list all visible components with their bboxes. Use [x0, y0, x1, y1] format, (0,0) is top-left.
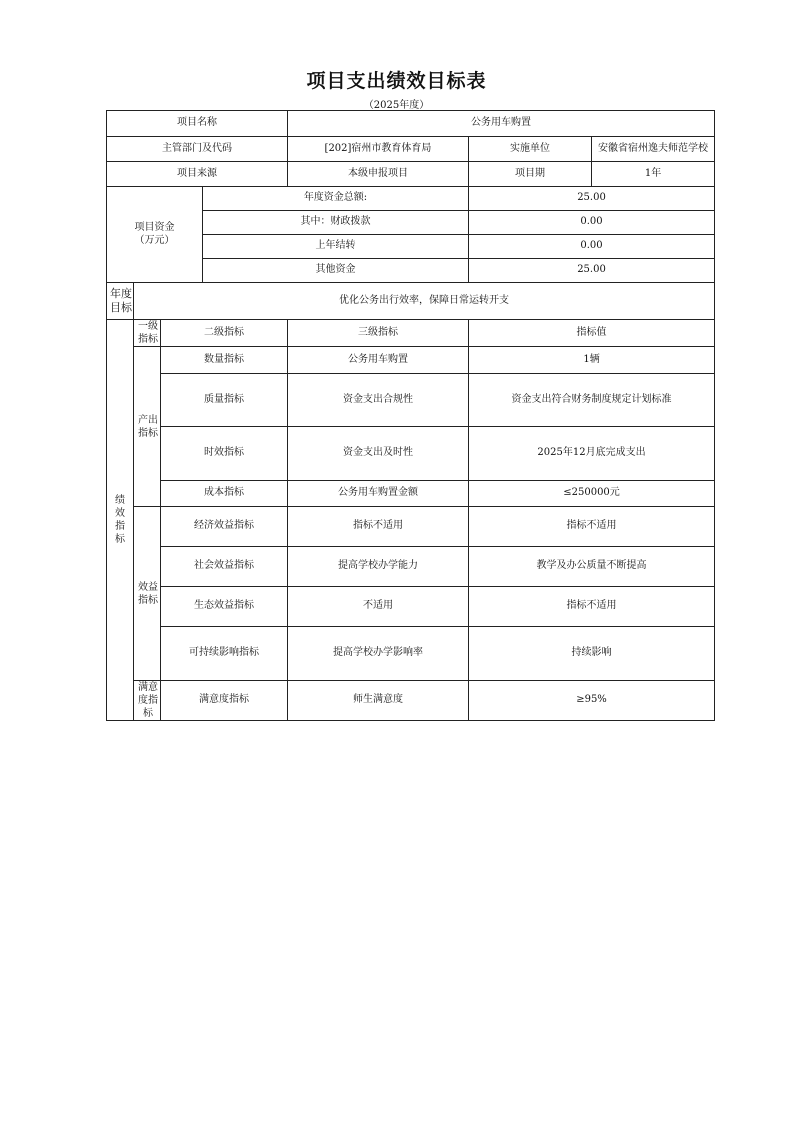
table-row: [107, 587, 715, 627]
source-value: 本级申报项目: [288, 162, 469, 187]
dept-label: 主管部门及代码: [107, 137, 288, 162]
table-row: [107, 427, 715, 481]
header-level3: 三级指标: [288, 320, 469, 347]
level3-cell: 师生满意度: [288, 681, 469, 721]
level3-cell: 公务用车购置: [288, 347, 469, 374]
funds-label-line2: （万元）: [134, 234, 175, 246]
funds-other-label: 其他资金: [203, 259, 469, 283]
source-label: 项目来源: [107, 162, 288, 187]
level3-cell: 资金支出及时性: [288, 427, 469, 481]
table-row: [107, 137, 715, 162]
level2-cell: 满意度指标: [161, 681, 288, 721]
performance-table: [106, 110, 715, 721]
indicator-value-cell: 1辆: [469, 347, 715, 374]
indicator-value-cell: 指标不适用: [469, 507, 715, 547]
unit-value: 安徽省宿州逸夫师范学校: [592, 137, 715, 162]
period-label: 项目期: [469, 162, 592, 187]
group-satisfaction-label: 满意度指标: [134, 681, 161, 721]
group-benefit-label: 效益指标: [134, 507, 161, 681]
funds-carryover-label: 上年结转: [203, 235, 469, 259]
level2-cell: 质量指标: [161, 374, 288, 427]
level3-cell: 不适用: [288, 587, 469, 627]
indicator-value-cell: 2025年12月底完成支出: [469, 427, 715, 481]
level2-cell: 社会效益指标: [161, 547, 288, 587]
funds-carryover-value: 0.00: [469, 235, 715, 259]
level3-cell: 公务用车购置金额: [288, 481, 469, 507]
funds-fiscal-label: 其中：财政拨款: [203, 211, 469, 235]
year-subtitle: （2025年度）: [363, 100, 430, 111]
level2-cell: 成本指标: [161, 481, 288, 507]
table-row: [107, 374, 715, 427]
table-row: [107, 320, 715, 347]
table-row: [107, 111, 715, 137]
table-row: [107, 187, 715, 211]
level3-cell: 提高学校办学影响率: [288, 627, 469, 681]
funds-total-label: 年度资金总额:: [203, 187, 469, 211]
indicator-value-cell: 持续影响: [469, 627, 715, 681]
funds-label-line1: 项目资金: [134, 222, 175, 233]
table-row: [107, 283, 715, 320]
group-output-label: 产出指标: [134, 347, 161, 507]
table-row: [107, 681, 715, 721]
table-row: [107, 481, 715, 507]
dept-value: [202]宿州市教育体育局: [288, 137, 469, 162]
level2-cell: 数量指标: [161, 347, 288, 374]
page-title: 项目支出绩效目标表: [306, 70, 487, 92]
table-row: [107, 162, 715, 187]
funds-label: [107, 187, 203, 283]
header-level1: 一级指标: [134, 320, 161, 347]
level2-cell: 经济效益指标: [161, 507, 288, 547]
funds-other-value: 25.00: [469, 259, 715, 283]
unit-label: 实施单位: [469, 137, 592, 162]
period-value: 1年: [592, 162, 715, 187]
indicator-value-cell: ≥95%: [469, 681, 715, 721]
level2-cell: 时效指标: [161, 427, 288, 481]
indicator-value-cell: 指标不适用: [469, 587, 715, 627]
level3-cell: 指标不适用: [288, 507, 469, 547]
header-value: 指标值: [469, 320, 715, 347]
indicator-value-cell: 教学及办公质量不断提高: [469, 547, 715, 587]
funds-total-value: 25.00: [469, 187, 715, 211]
table-row: [107, 507, 715, 547]
funds-fiscal-value: 0.00: [469, 211, 715, 235]
table-row: [107, 627, 715, 681]
level3-cell: 提高学校办学能力: [288, 547, 469, 587]
project-name-label: 项目名称: [107, 111, 288, 137]
level2-cell: 可持续影响指标: [161, 627, 288, 681]
project-name-value: 公务用车购置: [288, 111, 715, 137]
level3-cell: 资金支出合规性: [288, 374, 469, 427]
table-row: [107, 547, 715, 587]
header-level2: 二级指标: [161, 320, 288, 347]
indicator-value-cell: 资金支出符合财务制度规定计划标准: [469, 374, 715, 427]
level2-cell: 生态效益指标: [161, 587, 288, 627]
goal-value: 优化公务出行效率，保障日常运转开支: [134, 283, 715, 320]
indicator-value-cell: ≤250000元: [469, 481, 715, 507]
goal-label: 年度目标: [107, 283, 134, 320]
table-row: [107, 347, 715, 374]
performance-section-label: 绩效指标: [107, 320, 134, 721]
